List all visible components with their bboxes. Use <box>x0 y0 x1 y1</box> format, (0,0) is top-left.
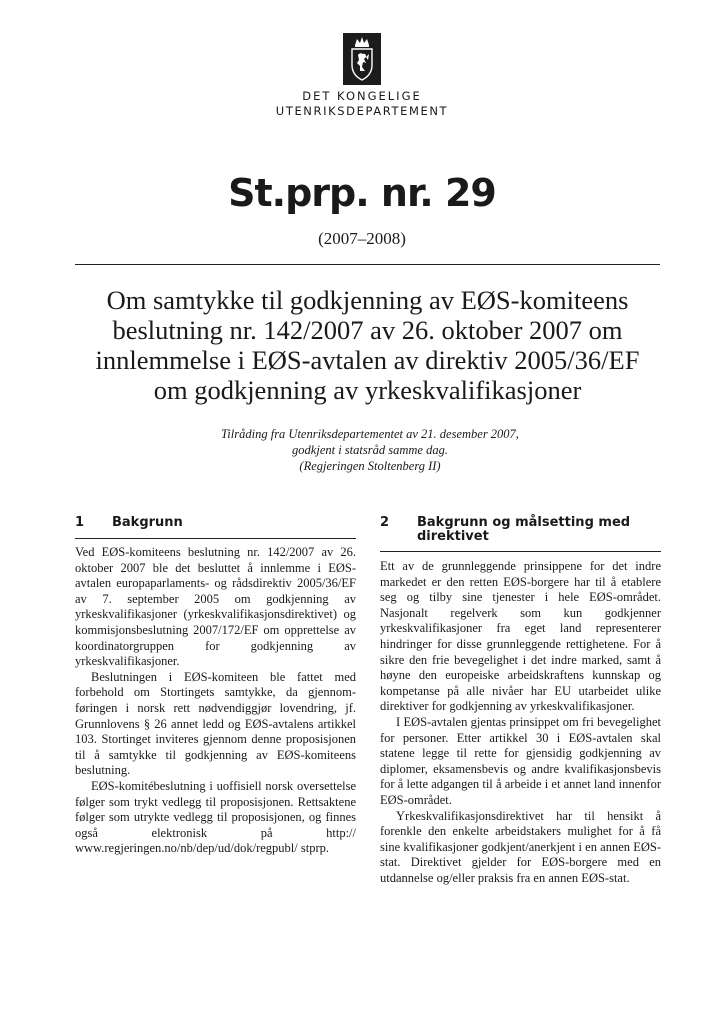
section-2-body <box>380 559 661 886</box>
section-title: Bakgrunn og målsetting med direktivet <box>417 515 631 544</box>
approval-line: Tilråding fra Utenriksdepartementet av 21. desember 2007, <box>221 427 519 441</box>
subject-heading <box>60 285 675 405</box>
paragraph: EØS-komitébeslutning i uoffisiell norsk oversettelse følger som trykt vedlegg til proposisjonen. Rettsaktene følger som utrykte vedlegg til proposisjonen, og finnes også elektronisk på http:// www.regjeringen.no/nb/dep/ud/dok/regpubl/ stprp. <box>75 778 356 856</box>
session-years: (2007–2008) <box>318 229 406 248</box>
subject-line: om godkjenning av yrkeskvalifikasjoner <box>153 375 582 405</box>
approval-line: (Regjeringen Stoltenberg II) <box>299 459 441 473</box>
section-number: 2 <box>380 515 390 530</box>
paragraph: Ved EØS-komiteens beslutning nr. 142/2007 av 26. oktober 2007 ble det besluttet å innlemme i EØS-avtalen europaparlaments- og rådsdirektiv 2005/36/EF av 7. september 2005 om godkjenning av yrkeskvalifikasjoner (yrkeskvalifikasjonsdirektivet) og kommisjonsbeslutning 2007/172/EF om opprettelse av koordinatorgruppen for godkjenning av yrkeskvalifikasjoner. <box>75 545 356 669</box>
department-name-line1: DET KONGELIGE <box>302 89 422 103</box>
subject-line: innlemmelse i EØS-avtalen av direktiv 2005/36/EF <box>95 345 640 375</box>
paragraph: I EØS-avtalen gjentas prinsippet om fri bevegelighet for personer. Etter artikkel 30 i EØS-avtalen skal statene legge til rette for gjensidig godkjenning av diplomer, eksamensbevis og andre kvalifikasjonsbevis for å lette adgangen til å arbeide i et annet land innenfor EØS-området. <box>380 714 661 807</box>
section-number: 1 <box>75 515 85 530</box>
approval-line: godkjent i statsråd samme dag. <box>292 443 448 457</box>
section-2-divider <box>380 551 661 552</box>
section-2-heading <box>380 516 660 546</box>
paragraph: Beslutningen i EØS-komiteen ble fattet med forbehold om Stortingets samtykke, da gjennomføringen i norsk rett nødvendiggjør lovendring, jf. Grunnlovens § 26 annet ledd og EØS-avtalens artikkel 103. Stortinget inviteres gjennom denne proposisjonen til å samtykke til godkjenning av EØS-komiteens beslutning. <box>75 669 356 778</box>
department-name-line2: UTENRIKSDEPARTEMENT <box>275 104 449 118</box>
approval-note <box>0 426 724 474</box>
section-title: Bakgrunn <box>112 515 183 530</box>
section-1-divider <box>75 538 356 539</box>
section-1-heading <box>75 516 355 536</box>
document-title: St.prp. nr. 29 <box>228 171 496 215</box>
section-1-body <box>75 545 356 857</box>
subject-line: Om samtykke til godkjenning av EØS-komiteens <box>106 285 629 315</box>
subject-line: beslutning nr. 142/2007 av 26. oktober 2007 om <box>112 315 623 345</box>
coat-of-arms-icon <box>343 33 381 85</box>
paragraph: Ett av de grunnleggende prinsippene for det indre markedet er den retten EØS-borgere har til å etablere seg og tilby sine tjenester i hele EØS-området. Nasjonalt regelverk som kun godkjenner yrkeskvalifikasjoner fra eget land representerer hindringer for disse grunnleggende rettighetene. For å sikre den frie bevegelighet i det indre marked, samt å høyne den europeiske arbeidskraftens kunnskap og kompetanse på alle nivåer har EU utarbeidet ulike direktiver for godkjenning av yrkeskvalifikasjoner. <box>380 559 661 714</box>
title-divider <box>75 264 660 265</box>
paragraph: Yrkeskvalifikasjonsdirektivet har til hensikt å forenkle den enkelte arbeidstakers mulighet for å få sine kvalifikasjoner godkjent/anerkjent i en annen EØS-stat. Direktivet gjelder for EØS-borgere med en utdannelse og/eller praksis fra en annen EØS-stat. <box>380 808 661 885</box>
